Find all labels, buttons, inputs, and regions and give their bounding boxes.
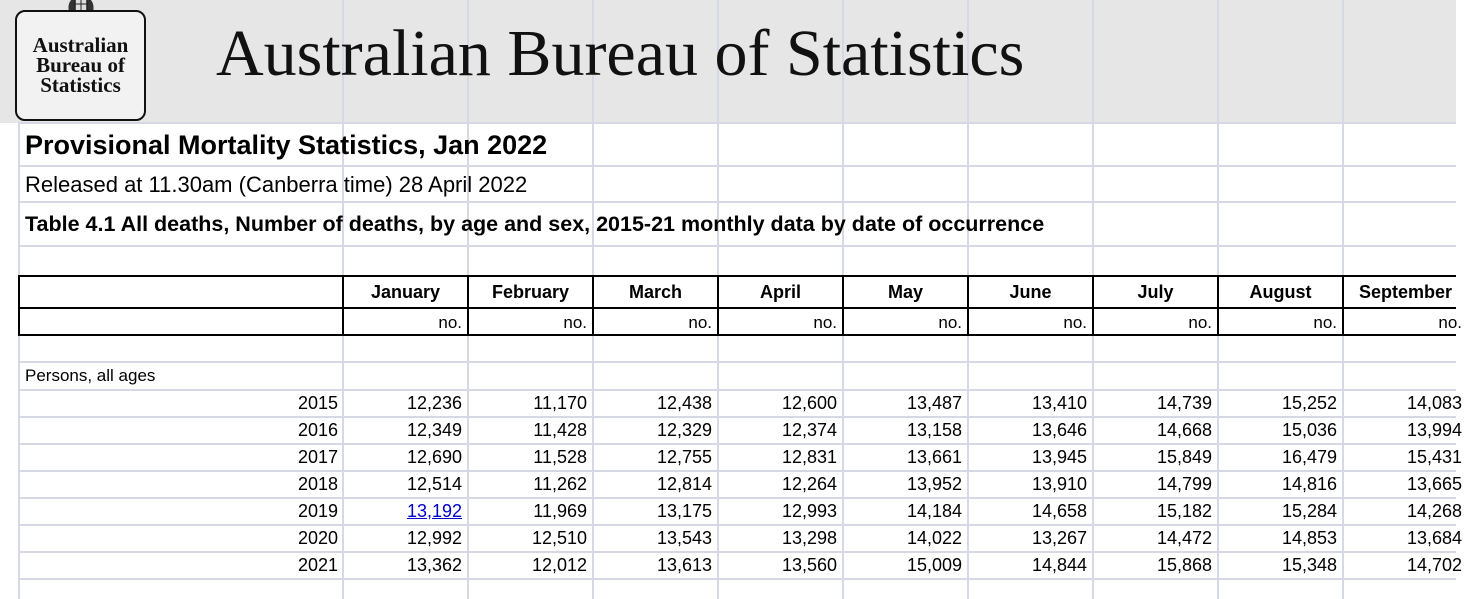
table-row xyxy=(0,471,1462,498)
table-cell[interactable] xyxy=(343,498,462,525)
logo-line: Statistics xyxy=(40,73,121,97)
table-cell: 13,945 xyxy=(1031,447,1087,467)
table-cell: 12,690 xyxy=(406,447,462,467)
table-cell: 15,009 xyxy=(906,555,962,575)
table-cell: 13,952 xyxy=(906,474,962,494)
table-cell: 12,438 xyxy=(656,393,712,413)
table-cell: 15,182 xyxy=(1156,501,1212,521)
banner-title: Australian Bureau of Statistics xyxy=(216,17,1025,90)
table-cell: 12,349 xyxy=(406,420,462,440)
publication-title: Provisional Mortality Statistics, Jan 2022 xyxy=(25,130,548,160)
table-cell: 13,684 xyxy=(1406,528,1462,548)
unit-label: no. xyxy=(1188,313,1212,332)
table-cell: 12,510 xyxy=(531,528,587,548)
table-cell: 14,184 xyxy=(906,501,962,521)
table-cell: 12,600 xyxy=(781,393,837,413)
table-row xyxy=(0,390,1462,417)
header-border-line xyxy=(18,275,1456,277)
table-cell: 13,910 xyxy=(1031,474,1087,494)
table-cell: 11,170 xyxy=(533,393,587,413)
group-label: Persons, all ages xyxy=(25,366,156,385)
unit-label: no. xyxy=(1438,313,1462,332)
gridline-horizontal xyxy=(18,122,1456,124)
logo-line: Australian xyxy=(32,33,129,57)
month-header: February xyxy=(491,282,570,302)
gridline-horizontal xyxy=(18,201,1456,203)
table-cell: 14,799 xyxy=(1156,474,1212,494)
table-cell: 13,560 xyxy=(781,555,837,575)
cell-link[interactable]: 13,192 xyxy=(406,501,462,521)
table-cell: 12,374 xyxy=(781,420,837,440)
table-cell: 12,264 xyxy=(781,474,837,494)
table-cell: 11,428 xyxy=(533,420,587,440)
table-cell: 14,702 xyxy=(1406,555,1462,575)
table-cell: 14,739 xyxy=(1156,393,1212,413)
table-cell: 12,755 xyxy=(656,447,712,467)
table-cell: 12,992 xyxy=(406,528,462,548)
table-cell: 13,175 xyxy=(656,501,712,521)
year-label: 2019 xyxy=(297,501,338,521)
table-cell: 13,487 xyxy=(906,393,962,413)
table-cell: 14,844 xyxy=(1031,555,1087,575)
table-cell: 13,543 xyxy=(656,528,712,548)
table-cell: 15,868 xyxy=(1156,555,1212,575)
table-row xyxy=(0,498,1462,525)
table-cell: 14,268 xyxy=(1406,501,1462,521)
table-row xyxy=(0,444,1462,471)
unit-label: no. xyxy=(813,313,837,332)
table-cell: 11,528 xyxy=(533,447,587,467)
table-cell: 15,252 xyxy=(1281,393,1337,413)
table-cell: 13,661 xyxy=(906,447,962,467)
table-cell: 12,329 xyxy=(656,420,712,440)
table-cell: 11,969 xyxy=(533,501,587,521)
month-header: April xyxy=(759,282,801,302)
table-cell: 13,158 xyxy=(906,420,962,440)
table-cell: 16,479 xyxy=(1281,447,1337,467)
year-label: 2015 xyxy=(297,393,338,413)
table-cell: 12,993 xyxy=(781,501,837,521)
table-row xyxy=(0,552,1462,579)
table-cell: 12,514 xyxy=(406,474,462,494)
gridline-horizontal xyxy=(18,245,1456,247)
month-header: March xyxy=(628,282,682,302)
logo-line: Bureau of xyxy=(36,53,125,77)
table-cell: 13,298 xyxy=(781,528,837,548)
table-cell: 14,668 xyxy=(1156,420,1212,440)
release-note: Released at 11.30am (Canberra time) 28 April 2022 xyxy=(25,172,528,197)
table-cell: 13,410 xyxy=(1031,393,1087,413)
header-border-line xyxy=(18,307,1456,309)
month-header: September xyxy=(1358,282,1453,302)
table-cell: 12,236 xyxy=(406,393,462,413)
table-cell: 15,431 xyxy=(1406,447,1462,467)
unit-label: no. xyxy=(438,313,462,332)
month-header: January xyxy=(370,282,441,302)
header-border-line xyxy=(18,275,20,336)
unit-label: no. xyxy=(1063,313,1087,332)
table-cell: 15,348 xyxy=(1281,555,1337,575)
table-cell: 15,849 xyxy=(1156,447,1212,467)
year-label: 2021 xyxy=(297,555,338,575)
table-cell: 13,665 xyxy=(1406,474,1462,494)
year-label: 2016 xyxy=(297,420,338,440)
month-header: July xyxy=(1137,282,1174,302)
unit-label: no. xyxy=(1313,313,1337,332)
table-row xyxy=(0,417,1462,444)
unit-label: no. xyxy=(563,313,587,332)
table-cell: 13,994 xyxy=(1406,420,1462,440)
table-cell: 14,083 xyxy=(1406,393,1462,413)
table-cell: 14,472 xyxy=(1156,528,1212,548)
table-cell: 13,613 xyxy=(656,555,712,575)
table-cell: 13,646 xyxy=(1031,420,1087,440)
year-label: 2017 xyxy=(297,447,338,467)
year-label: 2018 xyxy=(297,474,338,494)
table-row xyxy=(0,525,1462,552)
table-cell: 12,831 xyxy=(781,447,837,467)
table-cell: 12,814 xyxy=(656,474,712,494)
table-cell: 13,362 xyxy=(406,555,462,575)
table-cell: 15,284 xyxy=(1281,501,1337,521)
unit-label: no. xyxy=(688,313,712,332)
month-header: June xyxy=(1009,282,1052,302)
gridline-horizontal xyxy=(18,165,1456,167)
table-cell: 13,267 xyxy=(1031,528,1087,548)
month-header: August xyxy=(1249,282,1312,302)
gridline-horizontal xyxy=(18,361,1456,363)
table-cell: 14,022 xyxy=(906,528,962,548)
table-cell: 14,853 xyxy=(1281,528,1337,548)
table-cell: 11,262 xyxy=(533,474,587,494)
unit-label: no. xyxy=(938,313,962,332)
table-title: Table 4.1 All deaths, Number of deaths, by age and sex, 2015-21 monthly data by date of occurrence xyxy=(25,212,1045,236)
logo-wordmark xyxy=(15,35,146,95)
abs-logo xyxy=(15,0,146,125)
table-cell: 15,036 xyxy=(1281,420,1337,440)
table-cell: 12,012 xyxy=(531,555,587,575)
month-header: May xyxy=(887,282,923,302)
year-label: 2020 xyxy=(297,528,338,548)
table-cell: 14,658 xyxy=(1031,501,1087,521)
header-border-line xyxy=(18,334,1456,336)
table-cell: 14,816 xyxy=(1281,474,1337,494)
